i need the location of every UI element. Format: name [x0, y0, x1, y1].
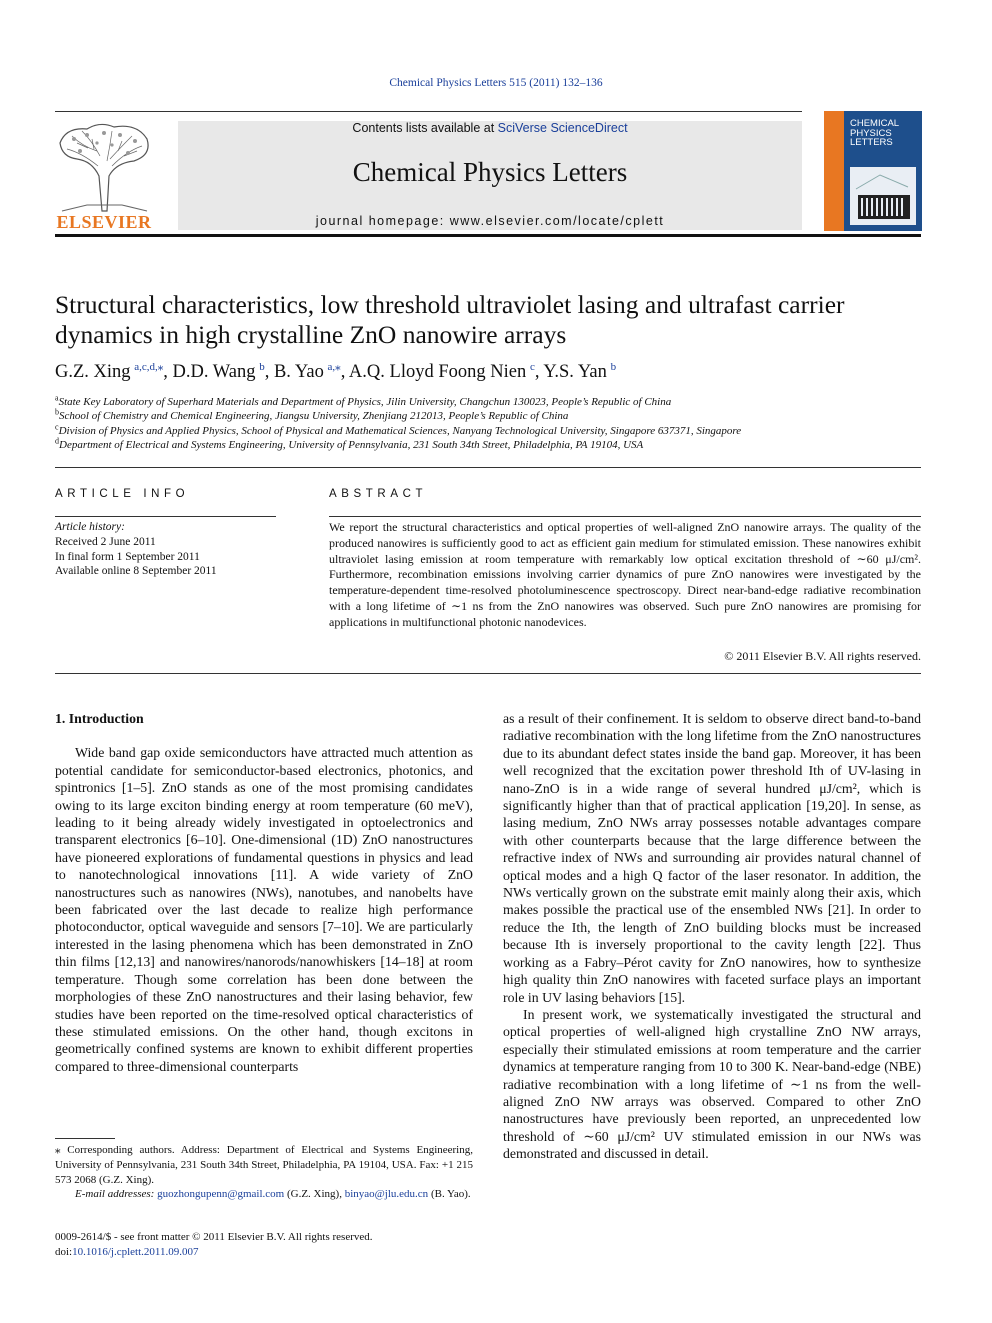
author-name: B. Yao [273, 362, 324, 382]
article-history [55, 520, 276, 579]
body-column-left [55, 710, 473, 1075]
author-separator: , [534, 362, 544, 382]
affiliation [55, 424, 925, 438]
doi-line [55, 1245, 473, 1260]
abstract-bottom-rule [55, 673, 921, 674]
abstract-rule [329, 516, 921, 517]
affiliation-text: Department of Electrical and Systems Engineering, University of Pennsylvania, 231 South 34th Street, Philadelphia, PA 19104, USA [59, 439, 644, 452]
email-owner: (B. Yao). [428, 1188, 471, 1201]
issn-line: 0009-2614/$ - see front matter © 2011 Elsevier B.V. All rights reserved. [55, 1231, 373, 1243]
author-name: G.Z. Xing [55, 362, 131, 382]
journal-cover-image [824, 111, 922, 231]
paragraph: Wide band gap oxide semiconductors have attracted much attention as potential candidate for semiconductor-based electronics, photonics, and spintronics [1–5]. ZnO stands as one of the most promising candidates owing to its large exciton binding energy at room temperature (60 meV), leading to it being already widely investigated in optoelectronics and transparent electronics [6–10]. One-dimensional (1D) ZnO nanostructures have pioneered explorations of fundamental questions in physics and lead to nanotechnological innovations [11]. A wide variety of ZnO nanostructures such as nanowires (NWs), nanotubes, and nanobelts have been fabricated over the last decade to realize high performance photoconductor, optical waveguide and sensors [7–10]. We are particularly interested in the lasing phenomena which has been demonstrated in ZnO thin films [12,13] and nanowires/nanorods/nanowhiskers [14–18] at room temperature. Though some correlation has been done between the morphologies of these ZnO nanostructures and their lasing behavior, few studies have been reported on the time-resolved optical characteristics of these stimulated emissions. On the other hand, though excitons in geometrically confined systems are known to exhibit different properties compared to three-dimensional counterparts [55, 745, 473, 1074]
author-affiliation-mark[interactable]: b [610, 360, 617, 373]
affiliation-text: State Key Laboratory of Superhard Materials and Department of Physics, Jilin University, Changchun 130023, People’s Republic of China [58, 396, 672, 408]
cover-bars-icon [850, 167, 916, 225]
cover-title-line: PHYSICS [850, 127, 892, 139]
abstract-text: We report the structural characteristics and optical properties of well-aligned ZnO nanowire arrays. The quality of the produced nanowires is sufficiently good to act as efficient gain medium for stimulated emission. These nanowires exhibit ultraviolet lasing emission at room temperature with remarkably low optical excitation threshold of ∼60 μJ/cm². Furthermore, recombination emissions involving carrier dynamics of pure ZnO nanowires were investigated by the temperature-dependent time-resolved photoluminescence spectroscopy. Direct near-band-edge radiative recombination with a long lifetime of ∼1 ns from the ZnO nanowires was observed. Such pure ZnO nanowires are promising for applications in multifunctional photonic nanodevices. [329, 520, 921, 629]
footnote-rule [55, 1138, 115, 1139]
email-label: E-mail addresses: [75, 1188, 155, 1201]
journal-banner [178, 121, 802, 230]
article-info-heading: ARTICLE INFO [55, 488, 190, 500]
author-affiliation-mark[interactable]: c [529, 360, 535, 373]
author-separator: , [264, 362, 274, 382]
journal-reference[interactable]: Chemical Physics Letters 515 (2011) 132–136 [389, 77, 603, 89]
doi-prefix: doi: [55, 1245, 73, 1258]
cover-picture [850, 167, 916, 225]
author-affiliation-mark[interactable]: b [259, 360, 265, 373]
page-footer [55, 1230, 473, 1260]
affiliation [55, 409, 925, 423]
sciencedirect-link[interactable]: SciVerse ScienceDirect [497, 121, 628, 135]
cover-title-line: LETTERS [850, 137, 893, 148]
affiliation-mark: c [55, 422, 59, 432]
journal-title: Chemical Physics Letters [352, 157, 628, 187]
body-column-right [503, 710, 921, 1163]
affiliation-text: School of Chemistry and Chemical Engineering, Jiangsu University, Zhenjiang 212013, People’s Republic of China [59, 410, 569, 423]
article-info-rule [55, 516, 276, 517]
publisher-name: ELSEVIER [56, 212, 152, 232]
homepage-prefix: journal homepage: [315, 214, 450, 228]
email-owner: (G.Z. Xing), [284, 1188, 345, 1201]
author-affiliation-mark[interactable]: a,c,d,⁎ [134, 360, 164, 373]
affiliation-list [55, 395, 925, 453]
author [173, 362, 274, 382]
author [55, 362, 173, 382]
author-separator: , [340, 362, 349, 382]
author-name: D.D. Wang [172, 362, 256, 382]
abstract-copyright: © 2011 Elsevier B.V. All rights reserved. [724, 649, 921, 663]
paragraph: In present work, we systematically investigated the structural and optical properties of well-aligned high crystalline ZnO NW arrays, especially their stimulated emissions at room temperature and the carrier dynamics at temperature ranging from 10 to 300 K. Near-band-edge (NBE) radiative recombination with a long lifetime of ∼1 ns from the well-aligned ZnO NW arrays was observed. Compared to other ZnO nanostructures have previously been reported, an unprecedented low threshold of ∼60 μJ/cm² UV stimulated emission in our NWs was demonstrated and discussed in detail. [503, 1006, 921, 1162]
history-label: Article history: [55, 521, 125, 533]
author-list [55, 362, 925, 383]
author [349, 362, 543, 382]
affiliation-mark: d [55, 436, 59, 446]
cover-title-line: CHEMICAL [850, 118, 900, 129]
final-form-date: In final form 1 September 2011 [55, 550, 200, 563]
affiliation [55, 438, 925, 452]
cover-title [850, 119, 899, 148]
paragraph: as a result of their confinement. It is seldom to observe direct band-to-band radiative recombination with the long lifetime from the ZnO nanostructures due to its abundant defect states inside the band gap. Moreover, it has been well recognized that the excitation power threshold Ith of UV-lasing in nano-ZnO is in a wide range of several hundred μJ/cm², which is significantly higher than that of practical application [19,20]. In sense, as lasing medium, ZnO NWs array possesses notable advantages compare with other counterparts because that the large difference between the refractive index of NWs and surrounding air provides natural channel of optical modes and a high Q factor of the laser resonator. In addition, the NWs vertically grown on the substrate emit mainly along their axis, which makes possible the practical use of the ensembled NWs [21]. In order to reduce the Ith, the length of ZnO building blocks must be increased because Ith is inversely proportional to the cavity length [22]. Thus working as a Fabry–Pérot cavity for ZnO nanowires, how to synthesize high quality thin ZnO nanowires with faceted surface plays an important role in UV lasing behaviors [15]. [503, 711, 921, 1005]
email-link[interactable]: guozhongupenn@gmail.com [157, 1188, 285, 1201]
cover-stripe [824, 111, 844, 231]
affiliation-mark: b [55, 407, 59, 417]
article-title: Structural characteristics, low threshold ultraviolet lasing and ultrafast carrier dynamics in high crystalline ZnO nanowire arrays [55, 290, 845, 349]
author-name: A.Q. Lloyd Foong Nien [348, 362, 527, 382]
corresponding-author-note: ⁎ Corresponding authors. Address: Department of Electrical and Systems Engineering, University of Pennsylvania, 231 South 34th Street, Philadelphia, PA 19104, USA. Fax: +1 215 573 2068 (G.Z. Xing). [55, 1144, 473, 1186]
section-heading: 1. Introduction [55, 711, 144, 726]
author-affiliation-mark[interactable]: a,⁎ [327, 360, 341, 373]
doi-link[interactable]: 10.1016/j.cplett.2011.09.007 [72, 1245, 199, 1258]
affiliation-text: Division of Physics and Applied Physics, School of Physical and Mathematical Sciences, Nanyang Technological University, Singapore 637371, Singapore [58, 424, 742, 437]
online-date: Available online 8 September 2011 [55, 565, 217, 578]
elsevier-logo [52, 121, 156, 231]
tree-icon [52, 121, 156, 213]
affiliation-rule [55, 467, 921, 468]
author-separator: , [163, 362, 173, 382]
contents-line [178, 121, 802, 135]
affiliation [55, 395, 925, 409]
email-link[interactable]: binyao@jlu.edu.cn [344, 1188, 429, 1201]
homepage-line [178, 214, 802, 228]
received-date: Received 2 June 2011 [55, 535, 156, 548]
author-name: Y.S. Yan [543, 362, 607, 382]
email-line [55, 1187, 473, 1202]
contents-prefix: Contents lists available at [352, 121, 498, 135]
header-thick-rule [55, 234, 921, 237]
author [543, 362, 616, 382]
homepage-link[interactable]: www.elsevier.com/locate/cplett [449, 214, 665, 228]
author [274, 362, 349, 382]
abstract-heading: ABSTRACT [329, 488, 428, 500]
footnote [55, 1143, 473, 1202]
affiliation-mark: a [55, 393, 59, 403]
header-rule [55, 111, 802, 112]
